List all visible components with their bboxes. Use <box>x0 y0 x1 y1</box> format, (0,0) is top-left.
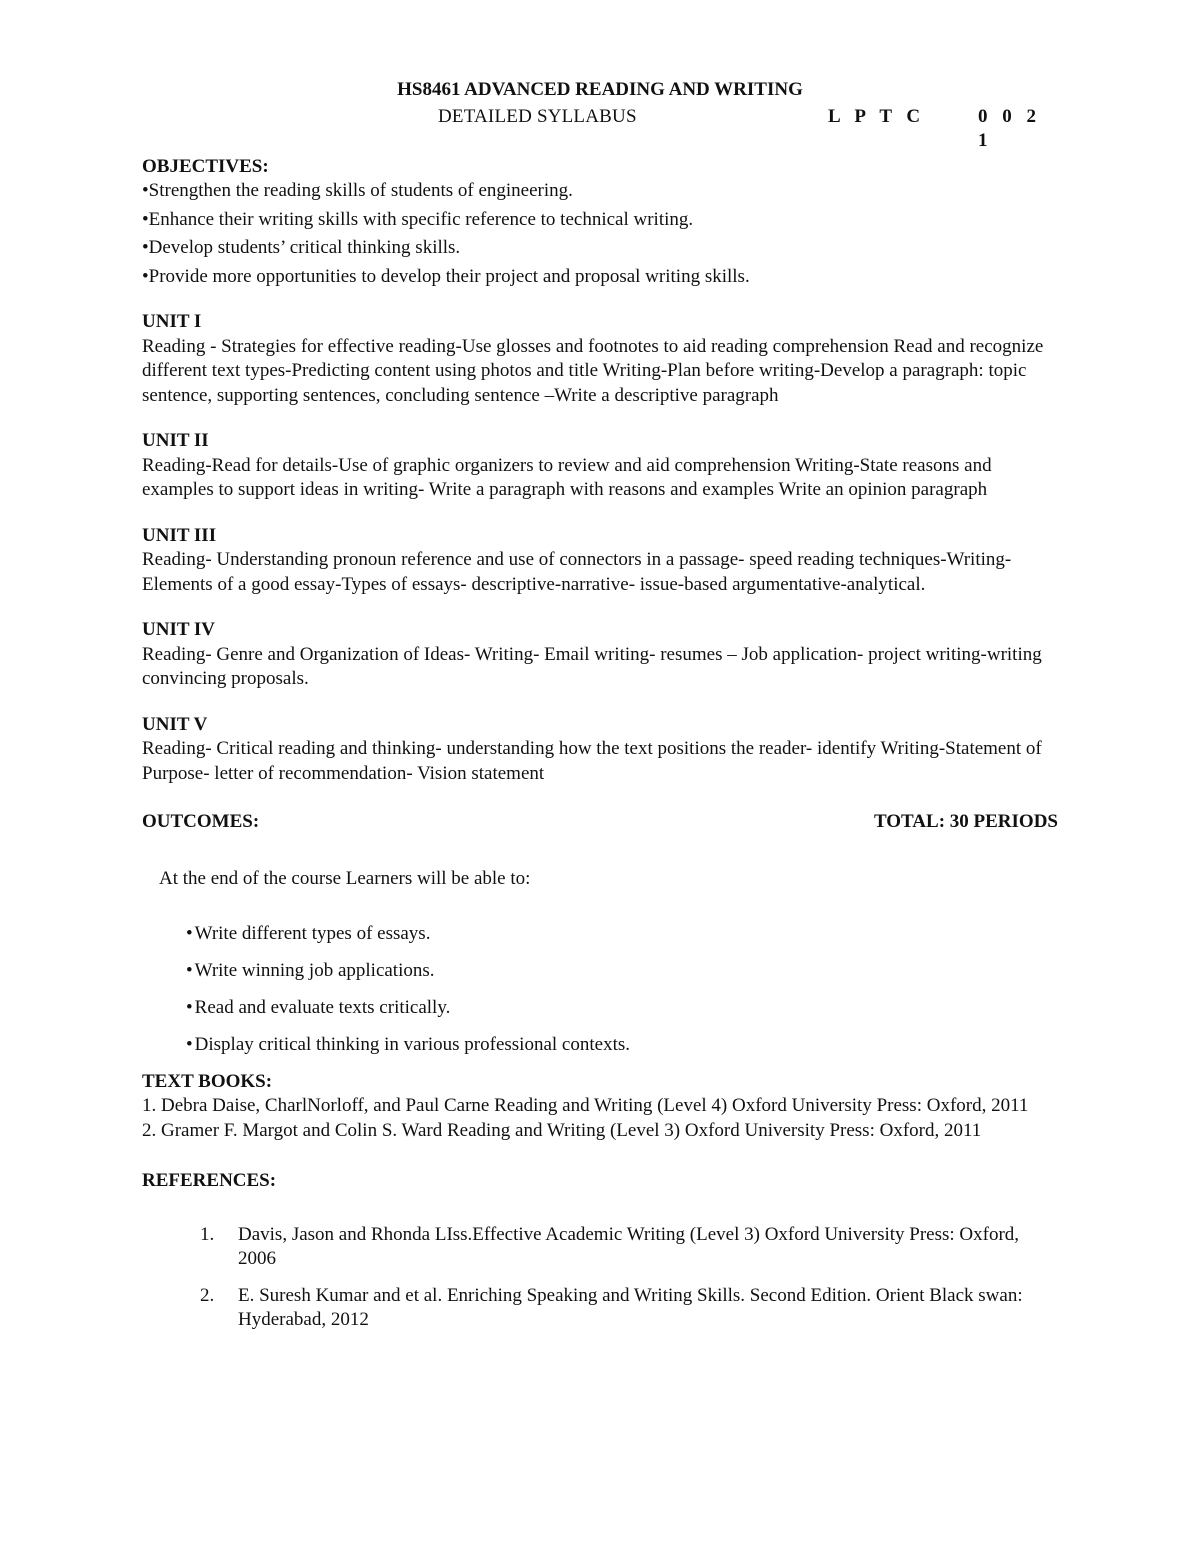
unit-text: Reading- Understanding pronoun reference and use of connectors in a passage- speed reading techniques-Writing- Elements of a good essay-Types of essays- descriptive-narrative- issue-based argumentative-analytical. <box>142 549 1012 595</box>
unit-heading: UNIT IV <box>142 619 216 640</box>
unit-heading: UNIT I <box>142 311 202 332</box>
reference-text: Davis, Jason and Rhonda LIss.Effective Academic Writing (Level 3) Oxford University Press: Oxford, 2006 <box>238 1223 1020 1269</box>
unit-text: Reading-Read for details-Use of graphic organizers to review and aid comprehension Writing-State reasons and examples to support ideas in writing- Write a paragraph with reasons and examples Write an opinion paragraph <box>142 454 992 500</box>
text-book-item: 1. Debra Daise, CharlNorloff, and Paul Carne Reading and Writing (Level 4) Oxford University Press: Oxford, 2011 <box>142 1095 1029 1116</box>
ltpc-label: L P T C <box>828 105 926 127</box>
unit-text: Reading - Strategies for effective reading-Use glosses and footnotes to aid reading comprehension Read and recognize different text types-Predicting content using photos and title Writing-Plan before writing-Develop a paragraph: topic sentence, supporting sentences, concluding sentence –Write a descriptive paragraph <box>142 335 1044 406</box>
outcome-item: • Read and evaluate texts critically. <box>186 996 1058 1021</box>
reference-item <box>200 1223 1058 1272</box>
text-books-section <box>142 1070 1058 1144</box>
total-periods: TOTAL: 30 PERIODS <box>873 811 1058 832</box>
unit-heading: UNIT V <box>142 713 208 735</box>
objective-item: • Provide more opportunities to develop their project and proposal writing skills. <box>142 265 1058 290</box>
outcomes-intro: At the end of the course Learners will be able to: <box>159 868 531 889</box>
subtitle-row <box>142 103 1058 151</box>
unit-4 <box>142 618 1058 692</box>
detailed-syllabus-label: DETAILED SYLLABUS <box>438 105 637 127</box>
unit-1 <box>142 310 1058 408</box>
reference-text: E. Suresh Kumar and et al. Enriching Speaking and Writing Skills. Second Edition. Orient Black swan: Hyderabad, 2012 <box>238 1284 1023 1330</box>
references-heading: REFERENCES: <box>142 1170 277 1191</box>
objective-item: • Develop students’ critical thinking skills. <box>142 236 1058 261</box>
unit-text: Reading- Genre and Organization of Ideas- Writing- Email writing- resumes – Job application- project writing-writing convincing proposals. <box>142 643 1042 689</box>
outcome-item: • Display critical thinking in various professional contexts. <box>186 1033 1058 1058</box>
unit-heading: UNIT III <box>142 524 217 546</box>
reference-number: 1. <box>200 1223 215 1245</box>
outcomes-row <box>142 810 1058 836</box>
course-title: HS8461 ADVANCED READING AND WRITING <box>397 79 803 100</box>
unit-2 <box>142 429 1058 503</box>
references-list <box>200 1223 1058 1333</box>
unit-heading: UNIT II <box>142 430 209 451</box>
outcome-item: • Write winning job applications. <box>186 959 1058 984</box>
objective-item: • Enhance their writing skills with specific reference to technical writing. <box>142 208 1058 233</box>
outcomes-heading: OUTCOMES: <box>142 811 260 832</box>
text-book-item: 2. Gramer F. Margot and Colin S. Ward Reading and Writing (Level 3) Oxford University Press: Oxford, 2011 <box>142 1119 982 1141</box>
syllabus-page <box>142 78 1058 1345</box>
objectives-heading: OBJECTIVES: <box>142 155 269 177</box>
outcome-item: • Write different types of essays. <box>186 922 1058 947</box>
objective-item: • Strengthen the reading skills of students of engineering. <box>142 179 1058 204</box>
unit-5 <box>142 713 1058 787</box>
reference-number: 2. <box>200 1284 215 1306</box>
ltpc-values: 0 0 2 1 <box>978 105 1041 151</box>
objectives-list <box>142 179 1058 289</box>
reference-item <box>200 1284 1058 1333</box>
text-books-heading: TEXT BOOKS: <box>142 1070 273 1092</box>
outcomes-list <box>186 922 1058 1058</box>
unit-text: Reading- Critical reading and thinking- understanding how the text positions the reader- identify Writing-Statement of Purpose- letter of recommendation- Vision statement <box>142 738 1042 784</box>
unit-3 <box>142 524 1058 598</box>
